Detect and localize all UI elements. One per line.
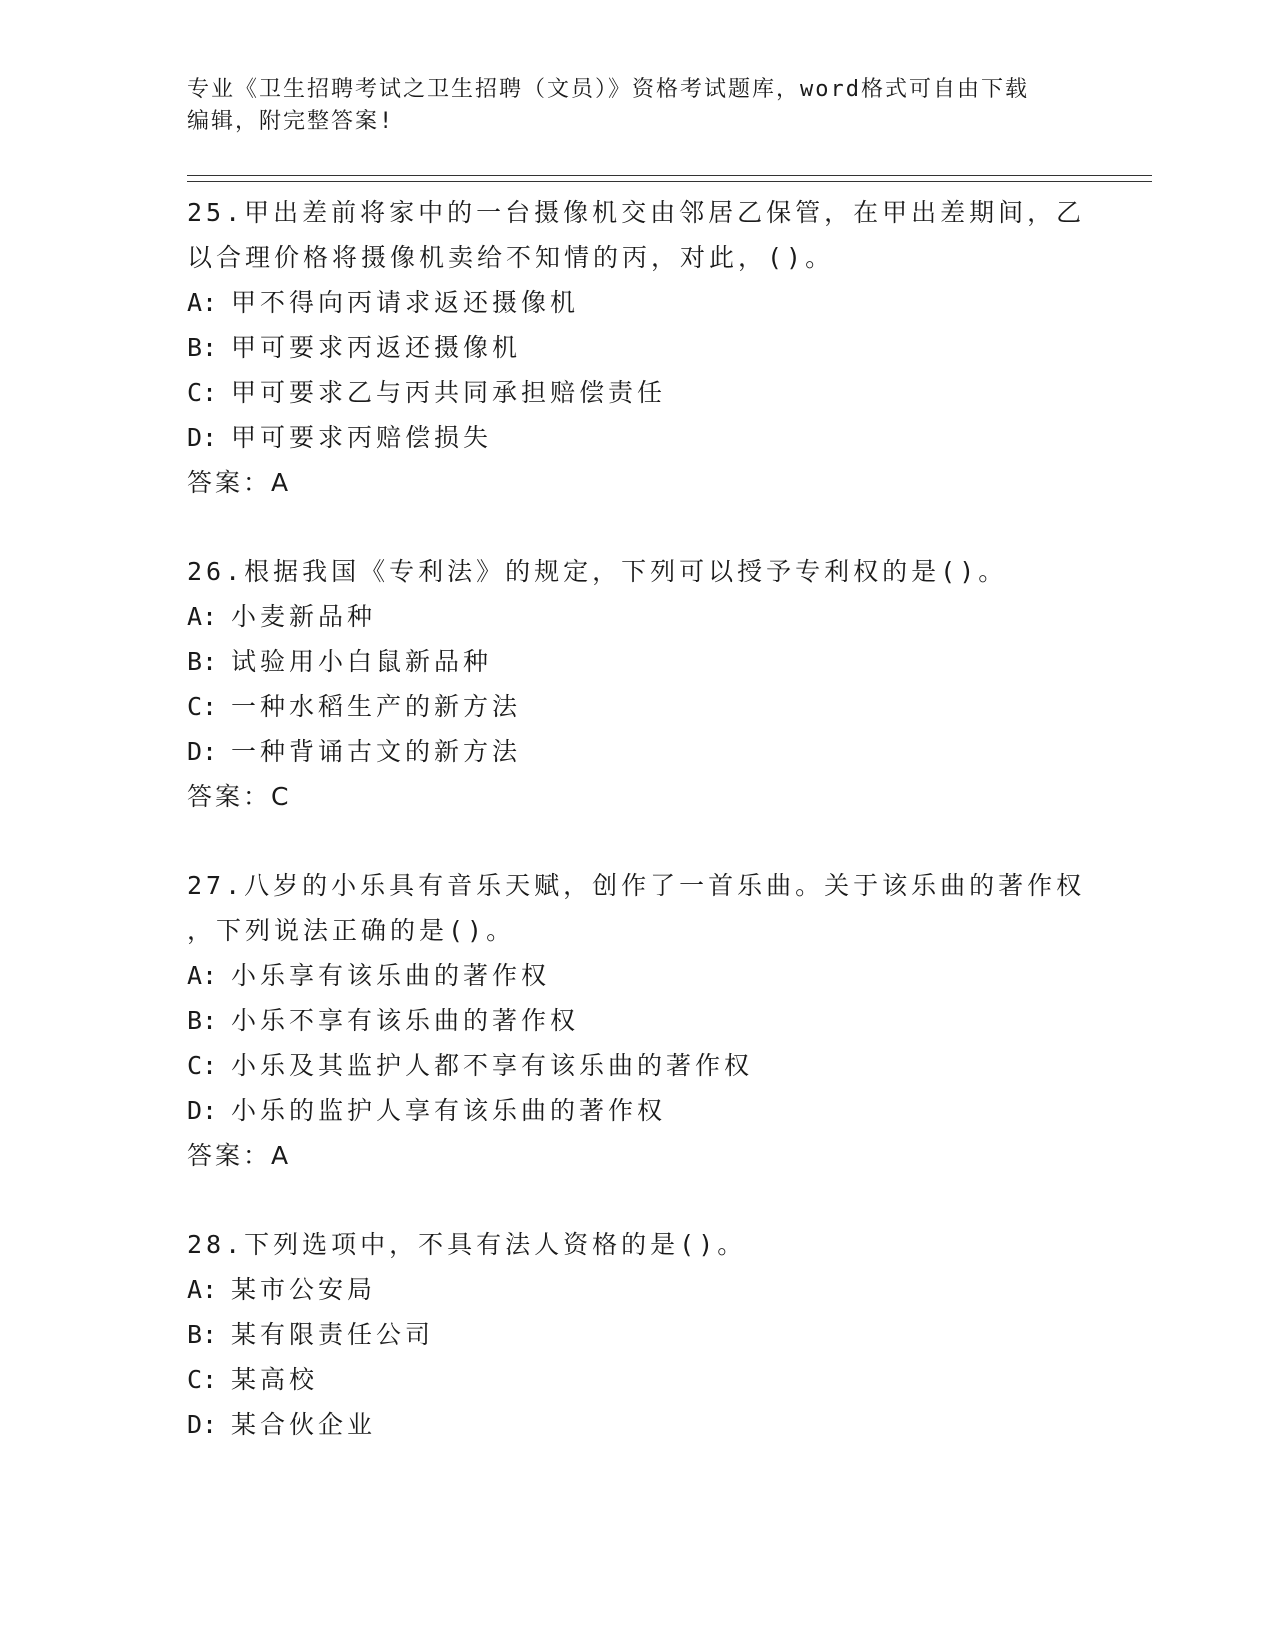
- option-text: 某高校: [231, 1365, 319, 1394]
- question-option: [187, 415, 1087, 460]
- header-line-1: 专业《卫生招聘考试之卫生招聘（文员）》资格考试题库，word格式可自由下载: [187, 77, 1029, 102]
- option-letter: C:: [187, 692, 218, 721]
- option-text: 一种背诵古文的新方法: [231, 737, 522, 766]
- question-stem: 27.八岁的小乐具有音乐天赋，创作了一首乐曲。关于该乐曲的著作权: [187, 871, 1086, 900]
- option-letter: D:: [187, 423, 218, 452]
- question-option: [187, 325, 1087, 370]
- option-letter: C:: [187, 1365, 218, 1394]
- option-letter: B:: [187, 1006, 218, 1035]
- option-letter: B:: [187, 1320, 218, 1349]
- header-line-2: 编辑，附完整答案!: [187, 109, 395, 134]
- option-text: 小乐的监护人享有该乐曲的著作权: [231, 1096, 667, 1125]
- document-header: [187, 74, 1087, 138]
- option-text: 试验用小白鼠新品种: [231, 647, 493, 676]
- question-option: [187, 1088, 1087, 1133]
- question-option: [187, 639, 1087, 684]
- question-stem: 26.根据我国《专利法》的规定，下列可以授予专利权的是()。: [187, 557, 1008, 586]
- answer-line: 答案：A: [187, 468, 292, 497]
- option-letter: C:: [187, 378, 218, 407]
- header-divider-bottom: [187, 181, 1152, 182]
- option-text: 小麦新品种: [231, 602, 377, 631]
- question-stem: 25.甲出差前将家中的一台摄像机交由邻居乙保管，在甲出差期间，乙: [187, 198, 1086, 227]
- option-letter: B:: [187, 647, 218, 676]
- question-option: [187, 1312, 1087, 1357]
- question-block: [187, 1222, 1087, 1447]
- header-divider-top: [187, 175, 1152, 176]
- option-text: 一种水稻生产的新方法: [231, 692, 522, 721]
- question-option: [187, 594, 1087, 639]
- question-stem: 28.下列选项中，不具有法人资格的是()。: [187, 1230, 747, 1259]
- option-letter: B:: [187, 333, 218, 362]
- question-stem: ，下列说法正确的是()。: [187, 916, 516, 945]
- question-block: [187, 863, 1087, 1178]
- question-list: [187, 190, 1087, 1491]
- question-option: [187, 1043, 1087, 1088]
- question-block: [187, 549, 1087, 819]
- option-letter: C:: [187, 1051, 218, 1080]
- option-letter: D:: [187, 737, 218, 766]
- option-text: 甲可要求丙赔偿损失: [231, 423, 493, 452]
- question-option: [187, 280, 1087, 325]
- option-letter: A:: [187, 961, 218, 990]
- question-block: [187, 190, 1087, 505]
- option-text: 小乐不享有该乐曲的著作权: [231, 1006, 580, 1035]
- option-text: 某市公安局: [231, 1275, 377, 1304]
- question-option: [187, 684, 1087, 729]
- option-text: 小乐享有该乐曲的著作权: [231, 961, 551, 990]
- question-option: [187, 370, 1087, 415]
- question-option: [187, 729, 1087, 774]
- option-text: 某合伙企业: [231, 1410, 377, 1439]
- question-option: [187, 1357, 1087, 1402]
- option-text: 甲可要求丙返还摄像机: [231, 333, 522, 362]
- option-letter: A:: [187, 288, 218, 317]
- option-text: 小乐及其监护人都不享有该乐曲的著作权: [231, 1051, 754, 1080]
- question-option: [187, 998, 1087, 1043]
- option-letter: D:: [187, 1410, 218, 1439]
- option-text: 某有限责任公司: [231, 1320, 435, 1349]
- question-option: [187, 953, 1087, 998]
- question-option: [187, 1267, 1087, 1312]
- option-letter: A:: [187, 1275, 218, 1304]
- option-text: 甲不得向丙请求返还摄像机: [231, 288, 580, 317]
- option-text: 甲可要求乙与丙共同承担赔偿责任: [231, 378, 667, 407]
- option-letter: D:: [187, 1096, 218, 1125]
- answer-line: 答案：C: [187, 782, 292, 811]
- option-letter: A:: [187, 602, 218, 631]
- question-stem: 以合理价格将摄像机卖给不知情的丙，对此，()。: [187, 243, 835, 272]
- question-option: [187, 1402, 1087, 1447]
- answer-line: 答案：A: [187, 1141, 292, 1170]
